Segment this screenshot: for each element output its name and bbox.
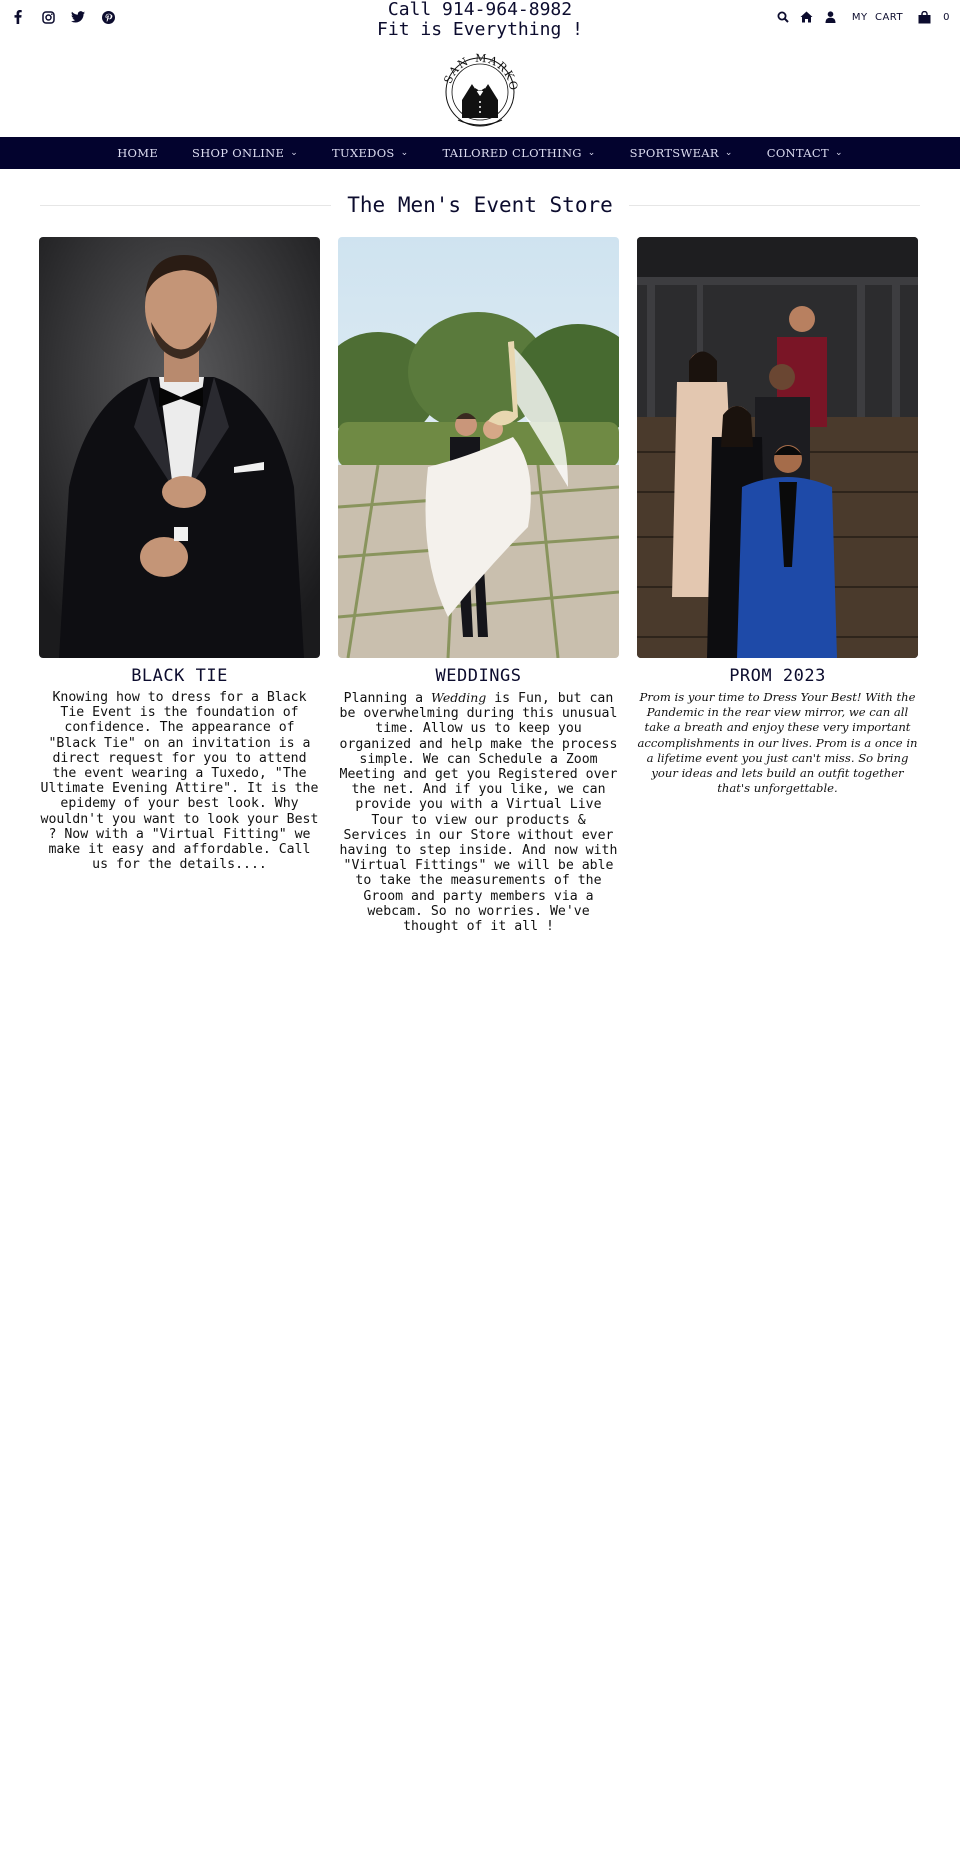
home-icon[interactable]: [800, 10, 814, 24]
chevron-down-icon: ⌄: [400, 148, 409, 158]
site-logo[interactable]: [440, 50, 520, 128]
divider: [40, 205, 331, 206]
cart-label[interactable]: MY CART: [851, 11, 904, 23]
tagline: Fit is Everything !: [377, 19, 583, 40]
card-text: Knowing how to dress for a Black Tie Event is the foundation of confidence. The appearance of "Black Tie" on an invitation is a direct request for you to attend the event wearing a Tuxedo, "The Ultimate Evening Attire". It is the epidemy of your best look. Why wouldn't you want to look your Best ? Now with a "Virtual Fitting" we make it easy and affordable. Call us for the details....: [40, 690, 319, 873]
nav-item-home[interactable]: HOME: [117, 146, 159, 160]
card-prom: [637, 237, 918, 796]
card-title: WEDDINGS: [435, 666, 522, 686]
weddings-photo[interactable]: [338, 237, 619, 658]
prom-photo[interactable]: [637, 237, 918, 658]
page-title: The Men's Event Store: [347, 193, 613, 217]
card-text: Prom is your time to Dress Your Best! With the Pandemic in the rear view mirror, we can all take a breath and enjoy these very important accomplishments in our lives. Prom is a once in a lifetime event you just can't miss. So bring your ideas and lets build an outfit together that's unforgettable.: [637, 690, 918, 796]
top-bar: [0, 0, 960, 135]
nav-item-sportswear[interactable]: SPORTSWEAR ⌄: [629, 146, 733, 160]
card-weddings: [338, 237, 619, 934]
chevron-down-icon: ⌄: [834, 148, 843, 158]
nav-item-tailored-clothing[interactable]: TAILORED CLOTHING ⌄: [442, 146, 596, 160]
nav-item-tuxedos[interactable]: TUXEDOS ⌄: [332, 146, 409, 160]
chevron-down-icon: ⌄: [290, 148, 299, 158]
section-heading: [40, 190, 920, 220]
card-text: Planning a Wedding is Fun, but can be overwhelming during this unusual time. Allow us to keep you organized and help make the process simple. We can Schedule a Zoom Meeting and get you Registered over the net. And if you like, we can provide you with a Virtual Live Tour to view our products & Services in our Store without ever having to step inside. And now with "Virtual Fittings" we will be able to take the measurements of the Groom and party members via a webcam. So no worries. We've thought of it all !: [339, 690, 618, 935]
chevron-down-icon: ⌄: [724, 148, 733, 158]
black-tie-photo[interactable]: [39, 237, 320, 658]
search-icon[interactable]: [776, 10, 790, 24]
nav-item-contact[interactable]: CONTACT ⌄: [766, 146, 843, 160]
card-black-tie: [39, 237, 320, 872]
card-title: PROM 2023: [729, 666, 826, 686]
nav-item-shop-online[interactable]: SHOP ONLINE ⌄: [192, 146, 299, 160]
user-icon[interactable]: [824, 10, 838, 24]
cart-count[interactable]: 0: [943, 11, 950, 23]
svg-text:SAN MARKO: [441, 52, 520, 93]
phone-line: Call 914-964-8982: [387, 0, 573, 20]
card-title: BLACK TIE: [131, 666, 228, 686]
shopping-bag-icon[interactable]: [917, 10, 931, 24]
main-nav: [0, 137, 960, 169]
divider: [629, 205, 920, 206]
header-tools: [776, 10, 950, 24]
chevron-down-icon: ⌄: [587, 148, 596, 158]
logo-text: SAN MARKO: [441, 51, 520, 93]
